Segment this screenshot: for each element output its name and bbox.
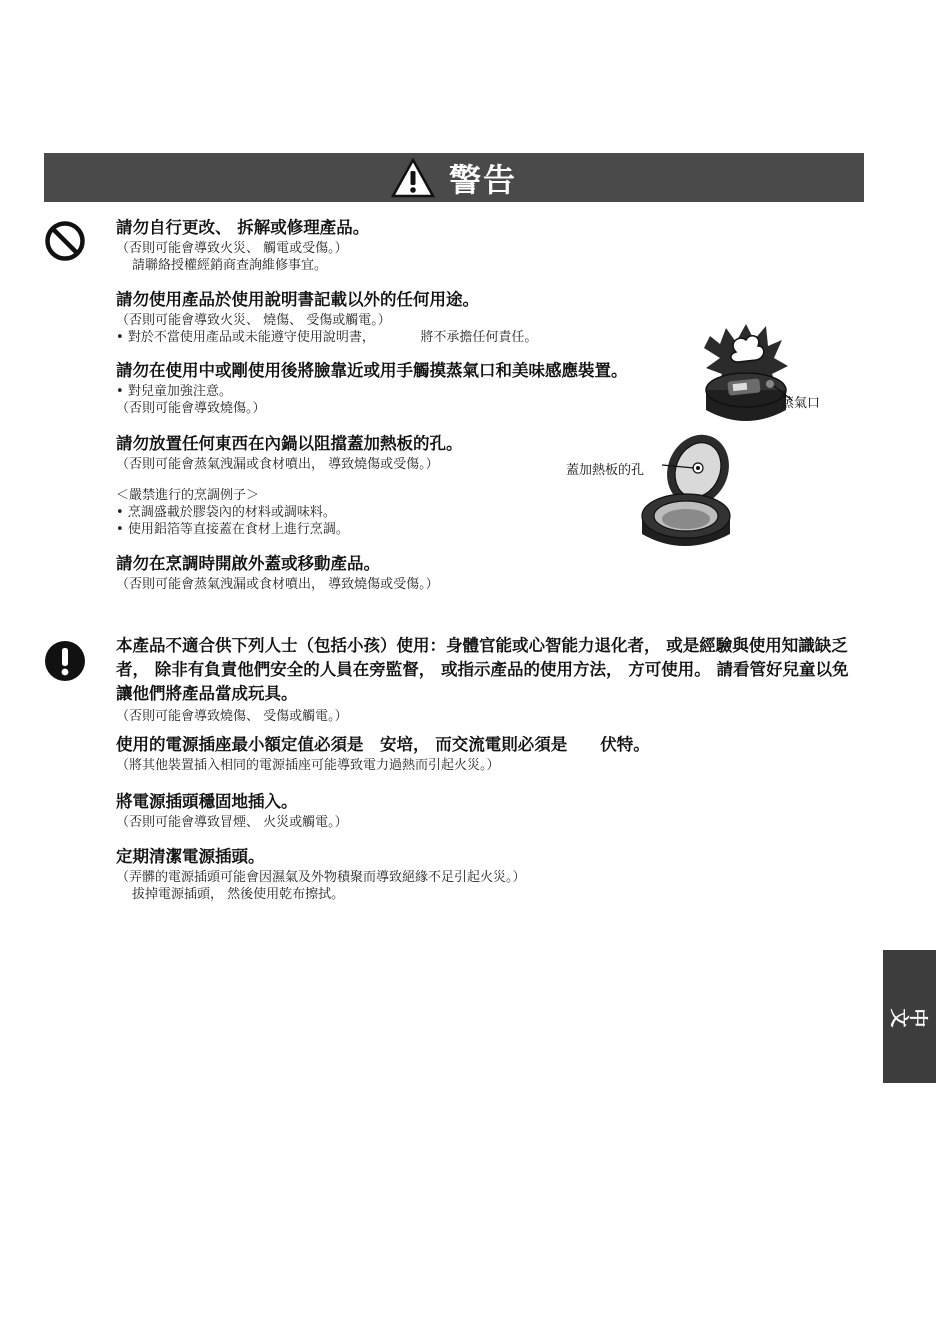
- banner-title: 警告: [448, 160, 517, 199]
- item-title: 將電源插頭穩固地插入。: [116, 792, 298, 811]
- item-note: • 對於不當使用產品或未能遵守使用說明書， 將不承擔任何責任。: [116, 329, 856, 346]
- item-note: （否則可能會導致火災、 觸電或受傷。）: [116, 241, 348, 256]
- rice-cooker-open-illustration: [636, 432, 740, 556]
- rice-cooker-steam-illustration: [698, 318, 794, 426]
- item-title: 請勿使用產品於使用說明書記載以外的任何用途。: [116, 290, 479, 309]
- item-note: （弄髒的電源插頭可能會因濕氣及外物積聚而導致絕緣不足引起火災。）: [116, 870, 526, 885]
- prohibited-item-5: [116, 553, 856, 593]
- item-subheading: ＜嚴禁進行的烹調例子＞: [116, 488, 260, 503]
- item-note: 請聯絡授權經銷商查詢維修事宜。: [132, 258, 328, 273]
- item-note: （否則可能會導致火災、 燒傷、 受傷或觸電。）: [116, 313, 391, 328]
- item-note: （否則可能會導致燒傷。）: [116, 401, 266, 416]
- item-note: • 對兒童加強注意。: [116, 383, 716, 400]
- item-note: （否則可能會蒸氣洩漏或食材噴出， 導致燒傷或受傷。）: [116, 577, 439, 592]
- item-title: 請勿在使用中或剛使用後將臉靠近或用手觸摸蒸氣口和美味感應裝置。: [116, 361, 628, 380]
- item-note: （將其他裝置插入相同的電源插座可能導致電力過熱而引起火災。）: [116, 758, 500, 773]
- mandatory-item-2: [116, 734, 856, 774]
- prohibition-circle-icon: [44, 220, 86, 262]
- warning-banner: [44, 153, 864, 202]
- item-title: 本產品不適合供下列人士（包括小孩）使用：身體官能或心智能力退化者， 或是經驗與使用知識缺乏者， 除非有負責他們安全的人員在旁監督， 或指示產品的使用方法， 方可使用。 請看管好兒童以免讓他們將產品當成玩具。: [116, 636, 849, 703]
- item-title: 請勿自行更改、 拆解或修理產品。: [116, 218, 370, 237]
- steam-vent-label: 蒸氣口: [781, 396, 821, 411]
- item-title: 定期清潔電源插頭。: [116, 847, 265, 866]
- item-title: 請勿放置任何東西在內鍋以阻擋蓋加熱板的孔。: [116, 434, 463, 453]
- item-note: （否則可能會導致燒傷、 受傷或觸電。）: [116, 709, 348, 724]
- item-note: • 使用鋁箔等直接蓋在食材上進行烹調。: [116, 521, 556, 538]
- item-title: 請勿在烹調時開啟外蓋或移動產品。: [116, 554, 380, 573]
- mandatory-item-1: [116, 634, 864, 725]
- prohibited-item-1: [116, 217, 856, 274]
- item-note: 拔掉電源插頭， 然後使用乾布擦拭。: [132, 887, 345, 902]
- language-tab: [883, 950, 936, 1083]
- mandatory-item-4: [116, 846, 856, 903]
- item-note: • 烹調盛載於膠袋內的材料或調味料。: [116, 504, 556, 521]
- item-note: （否則可能會蒸氣洩漏或食材噴出， 導致燒傷或受傷。）: [116, 457, 439, 472]
- heating-plate-hole-label: 蓋加熱板的孔: [566, 463, 645, 478]
- mandatory-item-3: [116, 791, 856, 831]
- language-tab-label: 中文: [890, 1005, 929, 1027]
- prohibited-item-4: [116, 433, 556, 538]
- item-note: （否則可能會導致冒煙、 火災或觸電。）: [116, 815, 348, 830]
- warning-triangle-icon: [391, 158, 435, 198]
- exclamation-circle-icon: [44, 640, 86, 682]
- item-title: 使用的電源插座最小額定值必須是 安培， 而交流電則必須是 伏特。: [116, 735, 650, 754]
- prohibited-item-3: [116, 360, 716, 417]
